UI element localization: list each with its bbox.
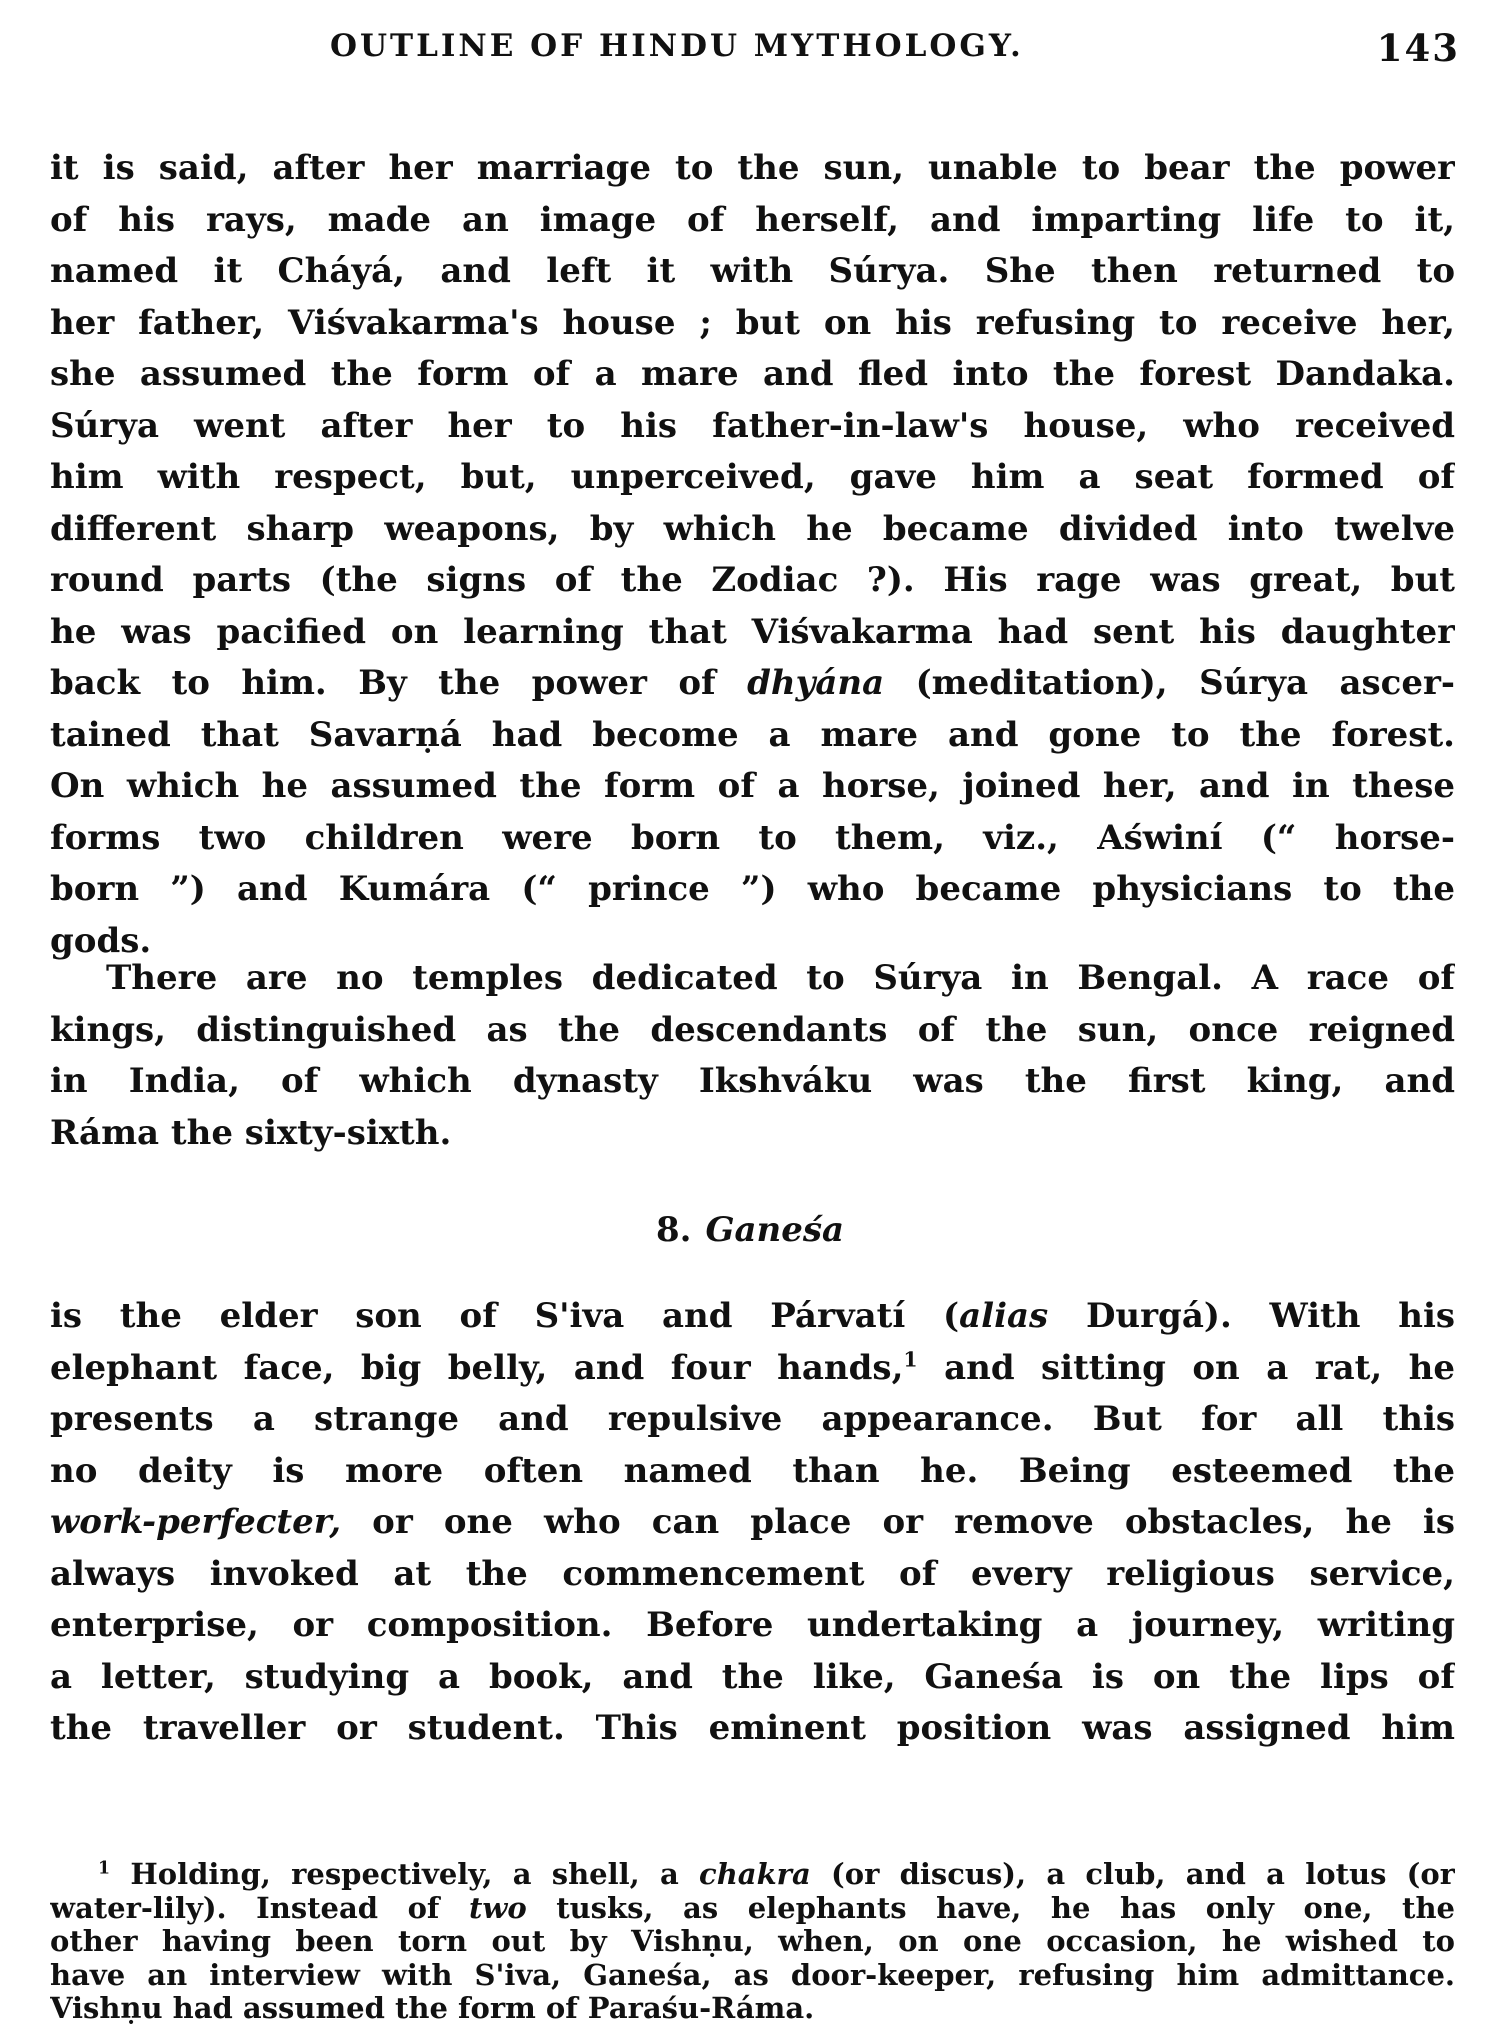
footnote-marker: 1 [98,1858,111,1879]
section-heading [0,1210,1500,1250]
footnote [50,1858,1455,2026]
text-line: tained that Savarṇá had become a mare and gone to the forest. [50,714,1455,755]
text-line: different sharp weapons, by which he became divided into twelve [50,508,1455,549]
text-line: no deity is more often named than he. Being esteemed the [50,1450,1455,1491]
text-line: round parts (the signs of the Zodiac ?). His rage was great, but [50,560,1455,600]
text-line: On which he assumed the form of a horse, joined her, and in these [50,766,1455,806]
footnote-line [50,1858,1455,1892]
footnote-reference: 1 [903,1347,918,1372]
text-segment: water-lily). Instead of [50,1891,469,1925]
section-number: 8. [655,1210,692,1250]
text-line: forms two children were born to them, viz., Aświní (“ horse- [50,817,1455,858]
text-line: it is said, after her marriage to the sun, unable to bear the power [50,148,1455,188]
footnote-line [50,1892,1455,1926]
text-line: gods. [50,920,152,961]
paragraph-ganesa [50,1291,1455,1755]
text-line: the traveller or student. This eminent position was assigned him [50,1708,1455,1748]
italic-term-alias: alias [959,1296,1049,1336]
running-title: OUTLINE OF HINDU MYTHOLOGY. [330,28,1024,64]
paragraph-solar-dynasty [50,953,1455,1159]
text-line: enterprise, or composition. Before undertaking a journey, writing [50,1605,1455,1645]
text-line: she assumed the form of a mare and fled into the forest Dandaka. [50,354,1455,394]
text-line: a letter, studying a book, and the like, Ganeśa is on the lips of [50,1656,1455,1697]
text-segment: and sitting on a rat, he [917,1347,1455,1388]
footnote-line: Vishṇu had assumed the form of Paraśu-Ráma. [50,1992,815,2025]
page-number: 143 [1376,26,1460,70]
text-line: him with respect, but, unperceived, gave him a seat formed of [50,457,1455,497]
text-segment: is the elder son of S'iva and Párvatí ( [50,1296,960,1336]
text-line [50,1497,1455,1549]
text-line: born ”) and Kumára (“ prince ”) who became physicians to the [50,869,1455,909]
text-line: kings, distinguished as the descendants of the sun, once reigned [50,1009,1455,1050]
text-line: Súrya went after her to his father-in-law's house, who received [50,405,1455,446]
text-line: of his rays, made an image of herself, and imparting life to it, [50,199,1455,240]
text-segment: Durgá). With his [1048,1296,1455,1336]
footnote-line: other having been torn out by Vishṇu, when, on one occasion, he wished to [50,1925,1455,1958]
italic-term-chakra: chakra [699,1858,811,1891]
text-line [50,1343,1455,1395]
text-segment: or one who can place or remove obstacles, he is [341,1502,1455,1542]
text-line: Ráma the sixty-sixth. [50,1112,452,1153]
text-segment: Holding, respectively, a shell, a [110,1858,700,1891]
text-line: in India, of which dynasty Ikshváku was the first king, and [50,1061,1455,1101]
text-segment: (or discus), a club, and a lotus (or [810,1858,1455,1891]
text-line: her father, Viśvakarma's house ; but on his refusing to receive her, [50,302,1455,343]
text-line: he was pacified on learning that Viśvakarma had sent his daughter [50,611,1455,652]
text-line: always invoked at the commencement of every religious service, [50,1553,1455,1594]
italic-term-dhyana: dhyána [747,663,885,703]
text-line: presents a strange and repulsive appearance. But for all this [50,1399,1455,1439]
footnote-line: have an interview with S'iva, Ganeśa, as door-keeper, refusing him admittance. [50,1958,1455,1992]
text-line [50,1291,1455,1343]
text-line: There are no temples dedicated to Súrya in Bengal. A race of [106,958,1455,998]
section-title: Ganeśa [705,1210,845,1250]
text-segment: back to him. By the power of [50,663,748,703]
italic-term-two: two [468,1891,527,1925]
paragraph-surya-story [50,143,1455,967]
italic-term-work-perfecter: work-perfecter, [50,1502,342,1542]
text-segment: elephant face, big belly, and four hands, [50,1347,904,1388]
text-line: named it Cháyá, and left it with Súrya. She then returned to [50,251,1455,291]
text-segment: (meditation), Súrya ascer- [884,663,1455,703]
text-line [50,658,1455,710]
text-segment: tusks, as elephants have, he has only one, the [526,1891,1455,1925]
